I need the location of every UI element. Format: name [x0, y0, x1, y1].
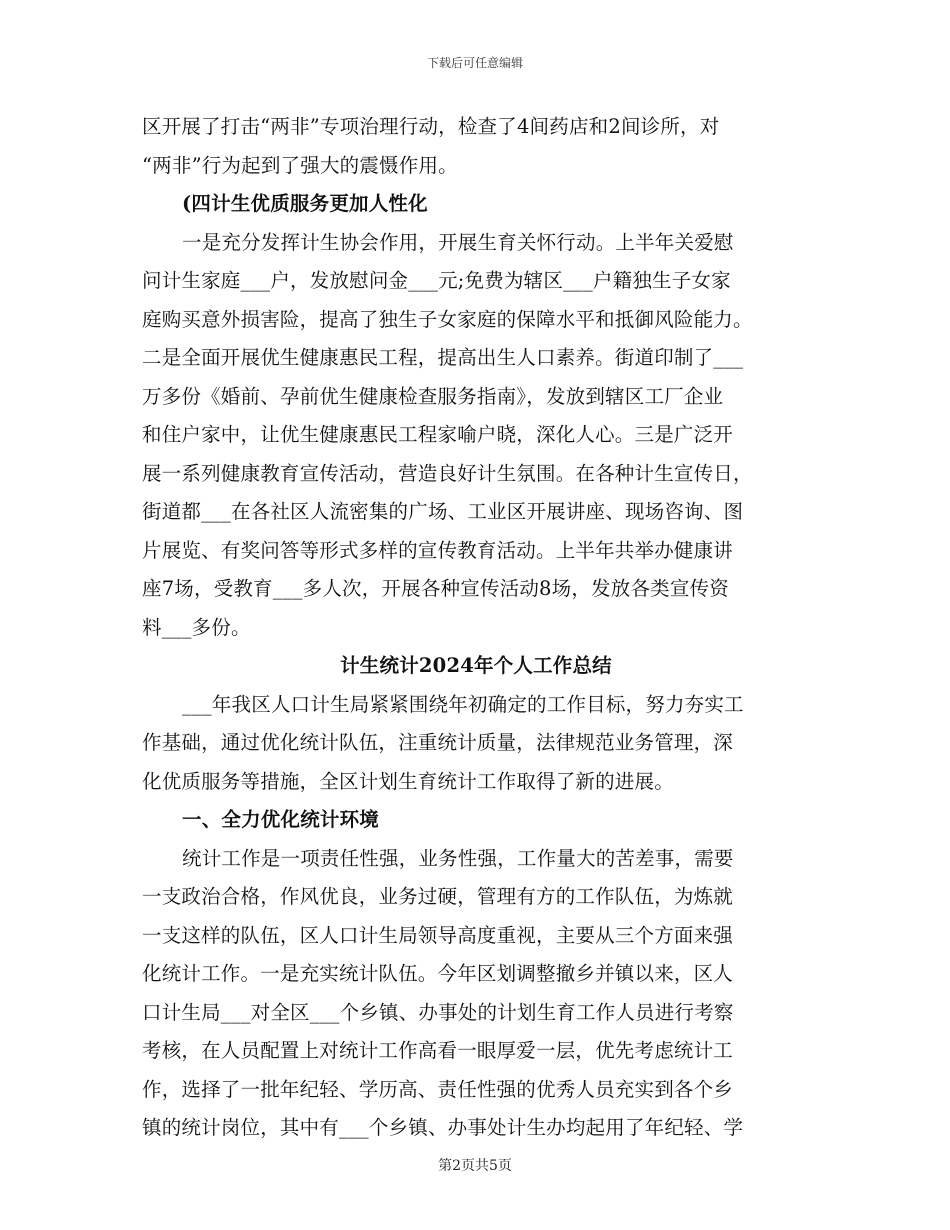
- body-line: 作基础，通过优化统计队伍，注重统计质量，法律规范业务管理，深: [142, 731, 734, 754]
- body-line: 二是全面开展优生健康惠民工程，提高出生人口素养。街道印制了___: [142, 346, 744, 369]
- body-line: 考核，在人员配置上对统计工作高看一眼厚爱一层，优先考虑统计工: [142, 1039, 734, 1062]
- body-line: 区开展了打击“两非”专项治理行动，检查了4间药店和2间诊所，对: [142, 115, 720, 138]
- body-line: 化统计工作。一是充实统计队伍。今年区划调整撤乡并镇以来，区人: [142, 962, 734, 985]
- paragraph-start: 统计工作是一项责任性强，业务性强，工作量大的苦差事，需要: [182, 846, 734, 870]
- page-number: 第2页共5页: [438, 1158, 512, 1174]
- paragraph-start: ___年我区人口计生局紧紧围绕年初确定的工作目标，努力夯实工: [182, 692, 744, 716]
- body-line: “两非”行为起到了强大的震慑作用。: [142, 153, 458, 177]
- body-line: 化优质服务等措施，全区计划生育统计工作取得了新的进展。: [142, 769, 674, 793]
- body-line: 和住户家中，让优生健康惠民工程家喻户晓，深化人心。三是广泛开: [142, 423, 734, 446]
- document-body: [142, 108, 810, 1148]
- body-line: 料___多份。: [142, 615, 251, 639]
- section-heading: 一、全力优化统计环境: [182, 808, 380, 831]
- body-line: 一支政治合格，作风优良，业务过硬，管理有方的工作队伍，为炼就: [142, 885, 734, 908]
- body-line: 展一系列健康教育宣传活动，营造良好计生氛围。在各种计生宣传日，: [142, 461, 753, 485]
- body-line: 街道都___在各社区人流密集的广场、工业区开展讲座、现场咨询、图: [142, 500, 744, 523]
- section-heading: (四计生优质服务更加人性化: [182, 192, 428, 215]
- body-line: 一支这样的队伍，区人口计生局领导高度重视，主要从三个方面来强: [142, 923, 734, 947]
- body-line: 口计生局___对全区___个乡镇、办事处的计划生育工作人员进行考察: [142, 1000, 734, 1024]
- body-line: 片展览、有奖问答等形式多样的宣传教育活动。上半年共举办健康讲: [142, 538, 734, 562]
- body-line: 万多份《婚前、孕前优生健康检查服务指南》，发放到辖区工厂企业: [142, 384, 724, 408]
- page-header: 下载后可任意编辑: [426, 56, 523, 70]
- body-line: 镇的统计岗位，其中有___个乡镇、办事处计生办均起用了年纪轻、学: [142, 1116, 744, 1139]
- body-line: 问计生家庭___户，发放慰问金___元;免费为辖区___户籍独生子女家: [142, 269, 731, 292]
- body-line: 作，选择了一批年纪轻、学历高、责任性强的优秀人员充实到各个乡: [142, 1077, 734, 1101]
- paragraph-start: 一是充分发挥计生协会作用，开展生育关怀行动。上半年关爱慰: [182, 230, 734, 254]
- body-line: 庭购买意外损害险，提高了独生子女家庭的保障水平和抵御风险能力。: [142, 307, 753, 331]
- document-title: 计生统计2024年个人工作总结: [340, 654, 612, 677]
- body-line: 座7场，受教育___多人次，开展各种宣传活动8场，发放各类宣传资: [142, 577, 729, 600]
